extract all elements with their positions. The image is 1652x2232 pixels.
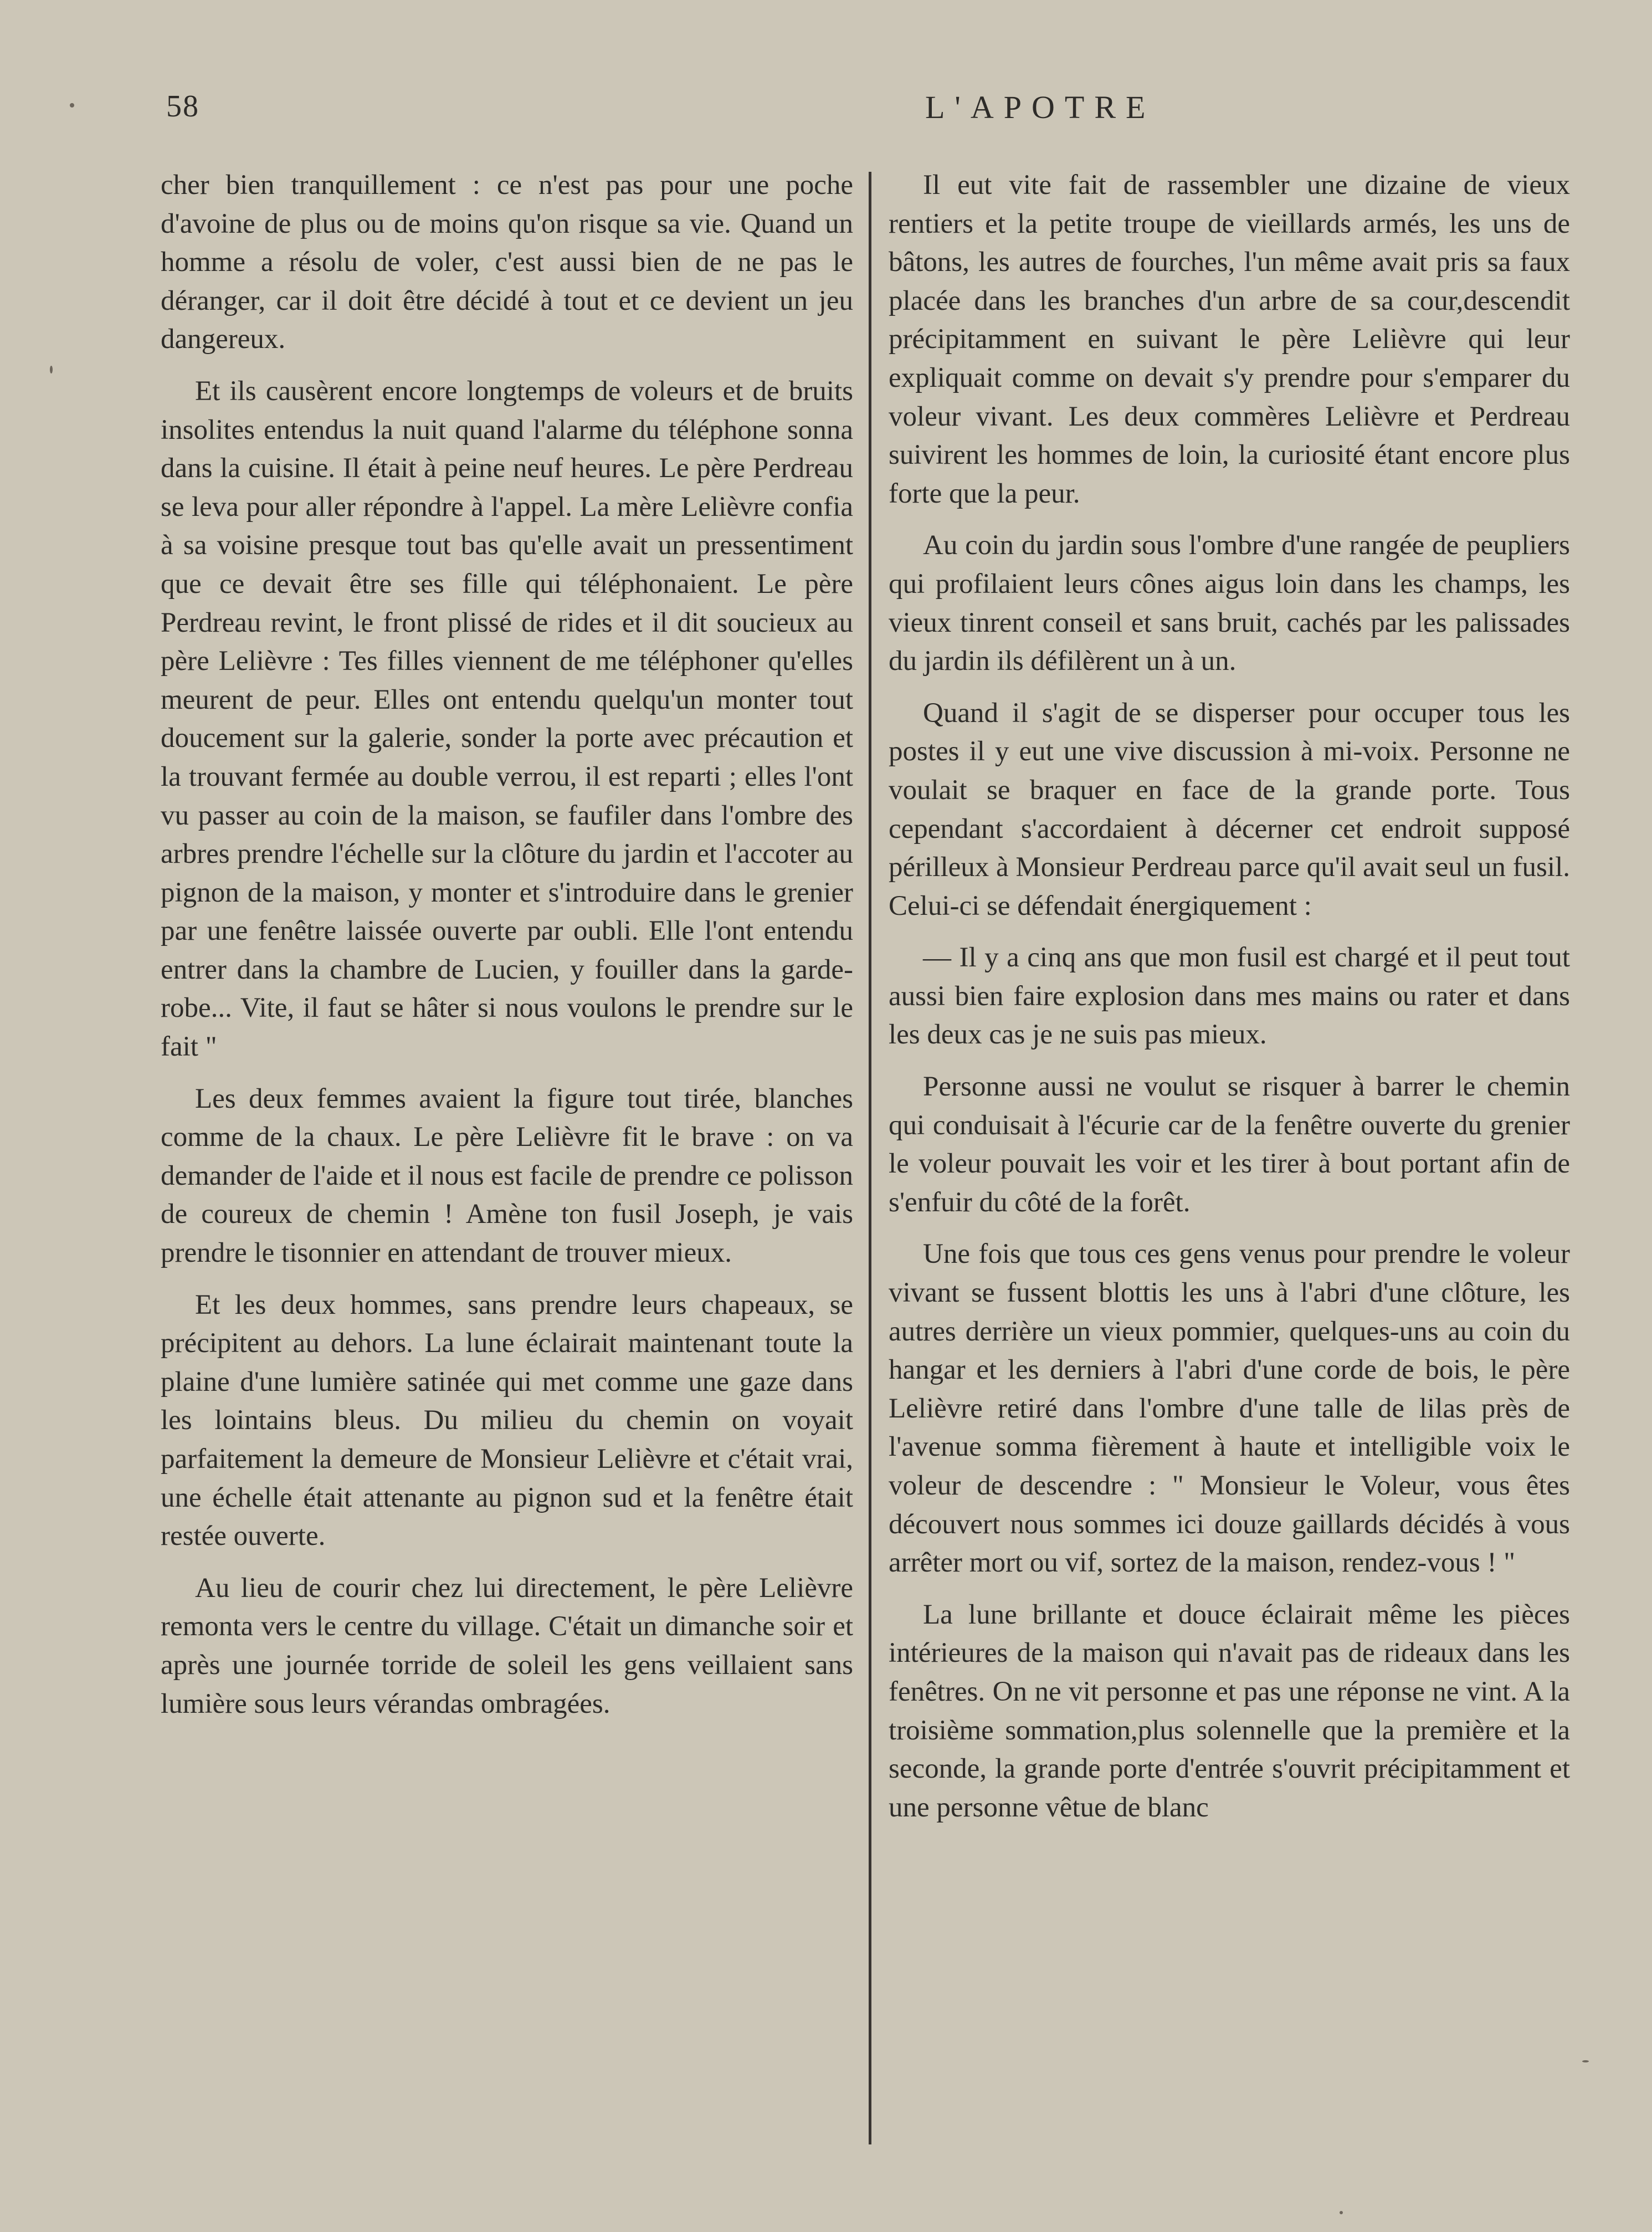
paragraph: Les deux femmes avaient la figure tout tirée, blanches comme de la chaux. Le père Lelièvre fit le brave : on va demander de l'aide et il nous est facile de prendre ce polisson de coureux de chemin ! Amène ton fusil Joseph, je vais prendre le tisonnier en attendant de trouver mieux. bbox=[161, 1083, 853, 1269]
journal-title: L'APOTRE bbox=[925, 89, 1156, 125]
left-column bbox=[161, 166, 853, 2161]
paper-speck bbox=[70, 103, 74, 107]
paragraph: Personne aussi ne voulut se risquer à barrer le chemin qui conduisait à l'écurie car de la fenêtre ouverte du grenier le voleur pouvait les voir et les tirer à bout portant afin de s'enfuir du côté de la forêt. bbox=[889, 1071, 1570, 1218]
paragraph: La lune brillante et douce éclairait même les pièces intérieures de la maison qui n'avait pas de rideaux dans les fenêtres. On ne vit personne et pas une réponse ne vint. A la troisième sommation,plus solennelle que la première et la seconde, la grande porte d'entrée s'ouvrit précipitamment et une personne vêtue de blanc bbox=[889, 1599, 1570, 1823]
paragraph: Quand il s'agit de se disperser pour occuper tous les postes il y eut une vive discussion à mi-voix. Personne ne voulait se braquer en face de la grande porte. Tous cependant s'accordaient à décerner cet endroit supposé périlleux à Monsieur Perdreau parce qu'il avait seul un fusil. Celui-ci se défendait énergiquement : bbox=[889, 697, 1570, 922]
page-header bbox=[166, 89, 1562, 139]
paragraph: cher bien tranquillement : ce n'est pas pour une poche d'avoine de plus ou de moins qu'on risque sa vie. Quand un homme a résolu de voler, c'est aussi bien de ne pas le déranger, car il doit être décidé à tout et ce devient un jeu dangereux. bbox=[161, 170, 853, 355]
paper-speck bbox=[1340, 2211, 1343, 2214]
paragraph: Et les deux hommes, sans prendre leurs chapeaux, se précipitent au dehors. La lune éclairait maintenant toute la plaine d'une lumière satinée qui met comme une gaze dans les lointains bleus. Du milieu du chemin on voyait parfaitement la demeure de Monsieur Lelièvre et c'était vrai, une échelle était attenante au pignon sud et la fenêtre était restée ouverte. bbox=[161, 1289, 853, 1552]
paragraph: Au lieu de courir chez lui directement, le père Lelièvre remonta vers le centre du village. C'était un dimanche soir et après une journée torride de soleil les gens veillaient sans lumière sous leurs vérandas ombragées. bbox=[161, 1572, 853, 1719]
column-divider bbox=[869, 172, 871, 2144]
paper-speck bbox=[50, 366, 53, 373]
right-column bbox=[889, 166, 1570, 2161]
paper-speck bbox=[1582, 2060, 1589, 2062]
paragraph: — Il y a cinq ans que mon fusil est chargé et il peut tout aussi bien faire explosion dans mes mains ou rater et dans les deux cas je ne suis pas mieux. bbox=[889, 942, 1570, 1051]
paragraph: Une fois que tous ces gens venus pour prendre le voleur vivant se fussent blottis les uns à l'abri d'une clôture, les autres derrière un vieux pommier, quelques-uns au coin du hangar et les derniers à l'abri d'une corde de bois, le père Lelièvre retiré dans l'ombre d'une talle de lilas près de l'avenue somma fièrement à haute et intelligible voix le voleur de descendre : " Monsieur le Voleur, vous êtes découvert nous sommes ici douze gaillards décidés à vous arrêter mort ou vif, sortez de la maison, rendez-vous ! " bbox=[889, 1238, 1570, 1579]
paragraph: Il eut vite fait de rassembler une dizaine de vieux rentiers et la petite troupe de vieillards armés, les uns de bâtons, les autres de fourches, l'un même avait pris sa faux placée dans les branches d'un arbre de sa cour,descendit précipitamment en suivant le père Lelièvre qui leur expliquait comme on devait s'y prendre pour s'emparer du voleur vivant. Les deux commères Lelièvre et Perdreau suivirent les hommes de loin, la curiosité étant encore plus forte que la peur. bbox=[889, 170, 1570, 509]
paragraph: Au coin du jardin sous l'ombre d'une rangée de peupliers qui profilaient leurs cônes aigus loin dans les champs, les vieux tinrent conseil et sans bruit, cachés par les palissades du jardin ils défilèrent un à un. bbox=[889, 530, 1570, 677]
paragraph: Et ils causèrent encore longtemps de voleurs et de bruits insolites entendus la nuit quand l'alarme du téléphone sonna dans la cuisine. Il était à peine neuf heures. Le père Perdreau se leva pour aller répondre à l'appel. La mère Lelièvre confia à sa voisine presque tout bas qu'elle avait un pressentiment que ce devait être ses fille qui téléphonaient. Le père Perdreau revint, le front plissé de rides et il dit soucieux au père Lelièvre : Tes filles viennent de me téléphoner qu'elles meurent de peur. Elles ont entendu quelqu'un monter tout doucement sur la galerie, sonder la porte avec précaution et la trouvant fermée au double verrou, il est reparti ; elles l'ont vu passer au coin de la maison, se faufiler dans l'ombre des arbres prendre l'échelle sur la clôture du jardin et l'accoter au pignon de la maison, y monter et s'introduire dans le grenier par une fenêtre laissée ouverte par oubli. Elle l'ont entendu entrer dans la chambre de Lucien, y fouiller dans la garde-robe... Vite, il faut se hâter si nous voulons le prendre sur le fait " bbox=[161, 375, 853, 1063]
page-number: 58 bbox=[166, 89, 199, 124]
